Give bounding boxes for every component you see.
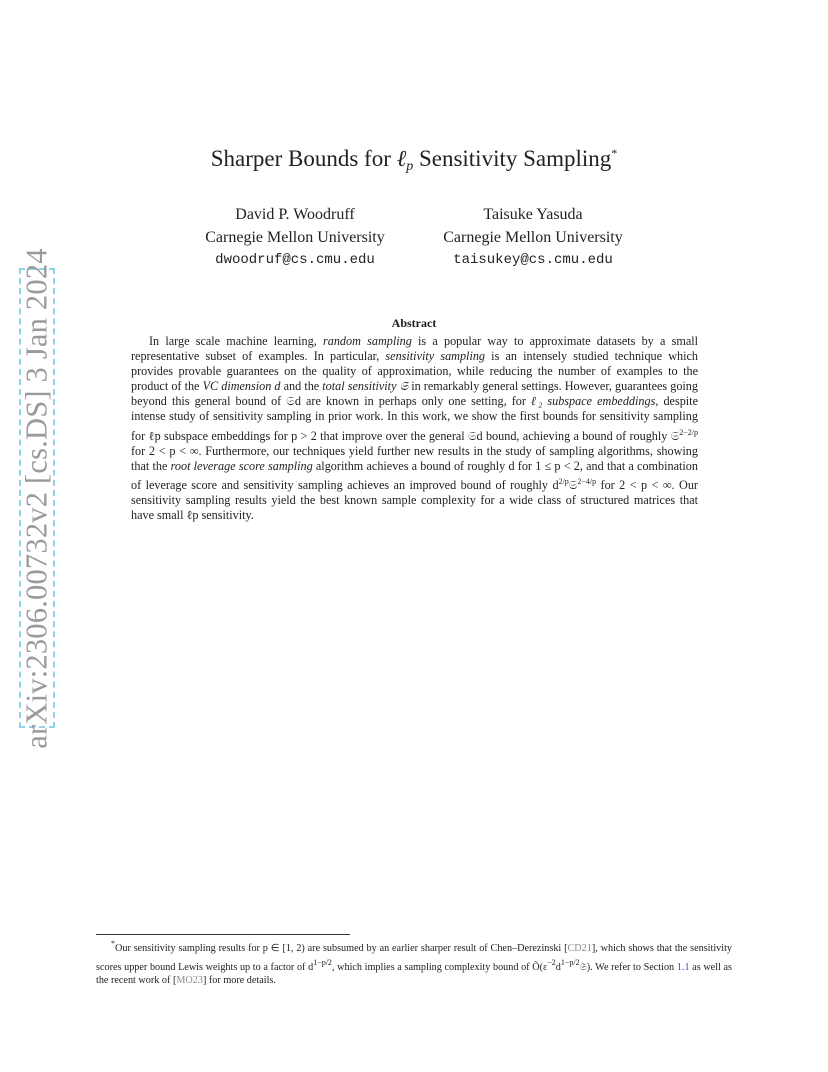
abstract-text: , despite intense study of sensitivity sampling in prior work. In this work, we show the first bounds for sensitivity sampling for ℓp subspace embeddings for p > 2 that improve over the general 𝔖d bound, achieving a bound of roughly 𝔖 xyxy=(131,394,698,443)
abstract-text: for 2 < p < ∞. Furthermore, our techniques yield further new results in the study of sampling algorithms, showing that the xyxy=(131,443,698,473)
arxiv-identifier: arXiv:2306.00732v2 [cs.DS] 3 Jan 2024 xyxy=(19,247,54,749)
citation-link[interactable]: MO23 xyxy=(176,975,203,986)
footnote-text: ] for more details. xyxy=(202,975,276,986)
footnote-text: Our sensitivity sampling results for p ∈ [1, 2) are subsumed by an earlier sharper result of Chen–Derezinski [ xyxy=(115,943,568,954)
abstract-text: and the xyxy=(280,379,323,394)
author-email[interactable]: taisukey@cs.cmu.edu xyxy=(453,252,613,268)
abstract-emph: VC dimension d xyxy=(202,379,281,394)
footnote-text: d xyxy=(555,961,561,973)
abstract-text: algorithm achieves a bound of roughly d for 1 ≤ p < 2, and that a combination of leverage score and sensitivity sampling achieves an improved bound of roughly d xyxy=(131,458,698,492)
abstract-text: In large scale machine learning, xyxy=(149,334,323,348)
author-email[interactable]: dwoodruf@cs.cmu.edu xyxy=(215,252,375,268)
title-ell: ℓ xyxy=(396,146,407,171)
footnote-rule xyxy=(96,934,350,935)
abstract-emph: sensitivity sampling xyxy=(385,349,486,364)
section-link[interactable]: 1.1 xyxy=(676,961,690,973)
footnote-superscript: −2 xyxy=(547,957,556,967)
abstract-emph: random sampling xyxy=(322,334,412,348)
abstract-text: for 2 < p < ∞. Our sensitivity sampling results yield the best known sample complexity for a wide class of structured matrices that have small ℓp sensitivity. xyxy=(131,477,698,523)
abstract-emph: total sensitivity 𝔖 xyxy=(322,379,409,394)
abstract-emph: root leverage score sampling xyxy=(170,458,313,473)
author-affiliation: Carnegie Mellon University xyxy=(443,229,623,246)
abstract-text: is an intensely studied technique which provides provable guarantees on the quality of approximation, while reducing the number of examples to the product of the xyxy=(131,349,698,394)
abstract-text: is a popular way to approximate datasets by a small representative subset of examples. In particular, xyxy=(131,334,698,364)
title-footnote-mark: * xyxy=(611,146,618,160)
title-subscript: p xyxy=(406,159,414,174)
title-prefix: Sharper Bounds for xyxy=(210,146,397,171)
footnote-paragraph xyxy=(96,937,732,988)
author-name: David P. Woodruff xyxy=(235,206,355,223)
abstract-body xyxy=(131,334,698,523)
footnote-text: as well as the recent work of [ xyxy=(96,961,732,986)
footnote xyxy=(96,937,732,988)
abstract-emph: ℓ₂ subspace embeddings xyxy=(530,394,656,409)
arxiv-sidebar-stamp xyxy=(19,247,55,749)
citation-link[interactable]: CD21 xyxy=(567,943,592,954)
author-affiliation: Carnegie Mellon University xyxy=(205,229,385,246)
footnote-text: , which implies a sampling complexity bound of Õ(ε xyxy=(331,961,548,973)
title-suffix: Sensitivity Sampling xyxy=(413,146,612,171)
abstract-superscript: 2/p xyxy=(558,476,569,486)
paper-title xyxy=(0,146,828,175)
author-block-2 xyxy=(428,203,638,272)
abstract-superscript: 2−4/p xyxy=(577,476,597,486)
footnote-text: ], which shows that the sensitivity scores upper bound Lewis weights up to a factor of d xyxy=(96,943,732,973)
abstract-paragraph xyxy=(131,334,698,523)
abstract-text: in remarkably general settings. However, guarantees going beyond this general bound of 𝔖d are known in perhaps only one setting, for xyxy=(131,379,698,409)
author-block-1 xyxy=(190,203,400,272)
footnote-superscript: 1−p/2 xyxy=(313,957,332,967)
footnote-mark: * xyxy=(111,939,115,948)
footnote-superscript: 1−p/2 xyxy=(560,957,580,967)
abstract-heading: Abstract xyxy=(391,316,437,330)
footnote-text: 𝔖). We refer to Section xyxy=(579,961,677,973)
abstract-text: 𝔖 xyxy=(568,477,578,492)
abstract-superscript: 2−2/p xyxy=(679,427,698,437)
author-name: Taisuke Yasuda xyxy=(483,206,583,223)
